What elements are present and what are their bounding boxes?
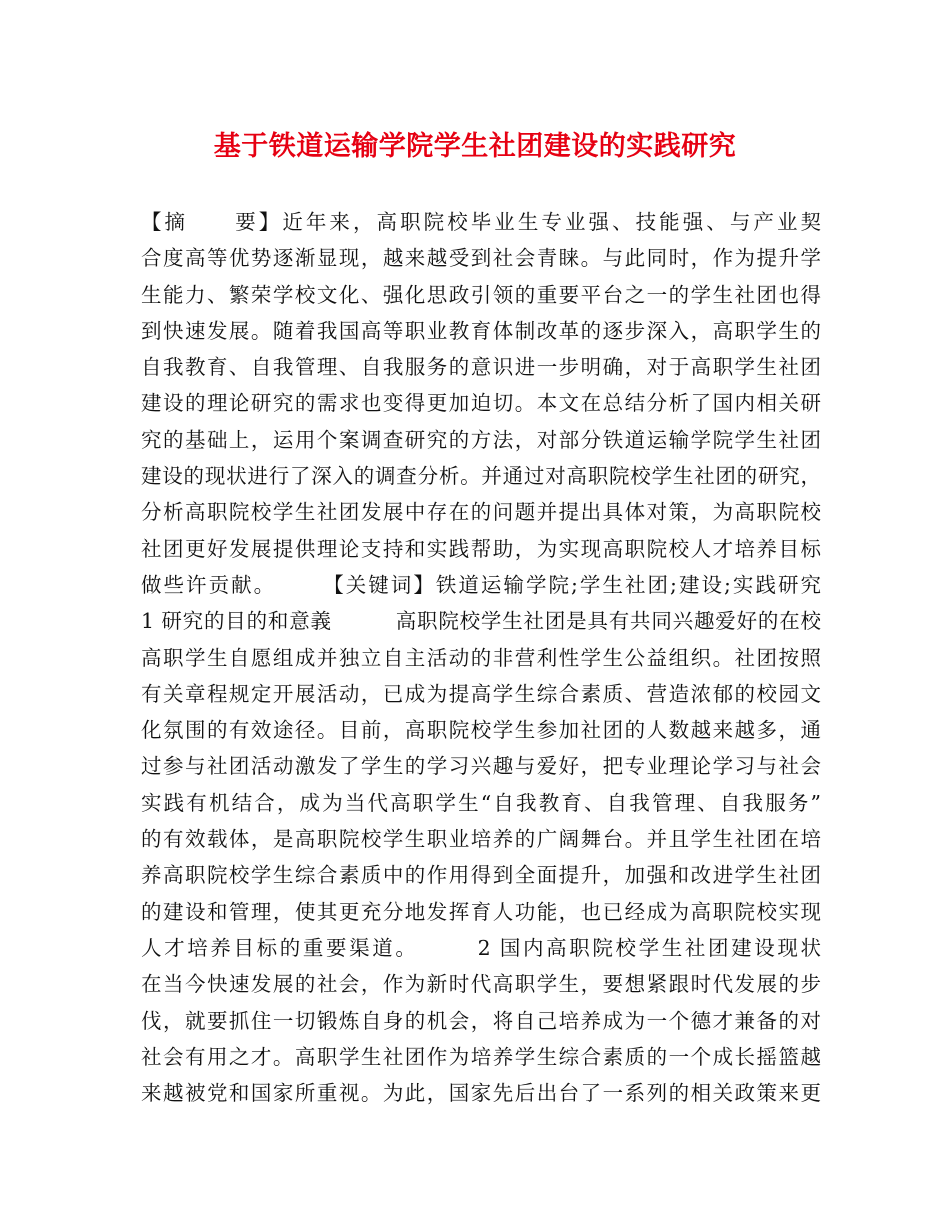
body-line: 生能力、繁荣学校文化、强化思政引领的重要平台之一的学生社团也得 xyxy=(141,282,821,307)
body-line: 养高职院校学生综合素质中的作用得到全面提升，加强和改进学生社团 xyxy=(141,863,821,888)
body-line: 高职学生自愿组成并独立自主活动的非营利性学生公益组织。社团按照 xyxy=(141,645,821,670)
body-line: 的建设和管理，使其更充分地发挥育人功能，也已经成为高职院校实现 xyxy=(141,899,821,924)
body-line: 在当今快速发展的社会，作为新时代高职学生，要想紧跟时代发展的步 xyxy=(141,972,821,997)
body-line: 伐，就要抓住一切锻炼自身的机会，将自己培养成为一个德才兼备的对 xyxy=(141,1008,821,1033)
body-line: 分析高职院校学生社团发展中存在的问题并提出具体对策，为高职院校 xyxy=(141,500,821,525)
document-body xyxy=(141,204,821,1111)
body-line: 有关章程规定开展活动，已成为提高学生综合素质、营造浓郁的校园文 xyxy=(141,681,821,706)
body-line: 建设的理论研究的需求也变得更加迫切。本文在总结分析了国内相关研 xyxy=(141,391,821,416)
body-line: 合度高等优势逐渐显现，越来越受到社会青睐。与此同时，作为提升学 xyxy=(141,246,821,271)
body-line: 化氛围的有效途径。目前，高职院校学生参加社团的人数越来越多，通 xyxy=(141,718,821,743)
body-line: 实践有机结合，成为当代高职学生“自我教育、自我管理、自我服务” xyxy=(141,790,821,815)
body-line: 过参与社团活动激发了学生的学习兴趣与爱好，把专业理论学习与社会 xyxy=(141,754,821,779)
body-line: 【摘 要】近年来，高职院校毕业生专业强、技能强、与产业契 xyxy=(141,210,821,234)
body-line: 到快速发展。随着我国高等职业教育体制改革的逐步深入，高职学生的 xyxy=(141,318,821,343)
body-line: 的有效载体，是高职院校学生职业培养的广阔舞台。并且学生社团在培 xyxy=(141,827,821,852)
body-line: 究的基础上，运用个案调查研究的方法，对部分铁道运输学院学生社团 xyxy=(141,427,821,452)
document-title: 基于铁道运输学院学生社团建设的实践研究 xyxy=(213,131,737,162)
body-line: 自我教育、自我管理、自我服务的意识进一步明确，对于高职学生社团 xyxy=(141,355,821,380)
body-line: 人才培养目标的重要渠道。 2 国内高职院校学生社团建设现状 xyxy=(141,935,821,960)
body-line: 做些许贡献。 【关键词】铁道运输学院;学生社团;建设;实践研究 xyxy=(141,572,821,597)
body-line: 社团更好发展提供理论支持和实践帮助，为实现高职院校人才培养目标 xyxy=(141,536,821,561)
body-line: 社会有用之才。高职学生社团作为培养学生综合素质的一个成长摇篮越 xyxy=(141,1044,821,1069)
body-line: 1 研究的目的和意義 高职院校学生社团是具有共同兴趣爱好的在校 xyxy=(141,609,821,634)
body-line: 建设的现状进行了深入的调查分析。并通过对高职院校学生社团的研究， xyxy=(141,464,821,489)
body-line: 来越被党和国家所重视。为此，国家先后出台了一系列的相关政策来更 xyxy=(141,1081,821,1106)
